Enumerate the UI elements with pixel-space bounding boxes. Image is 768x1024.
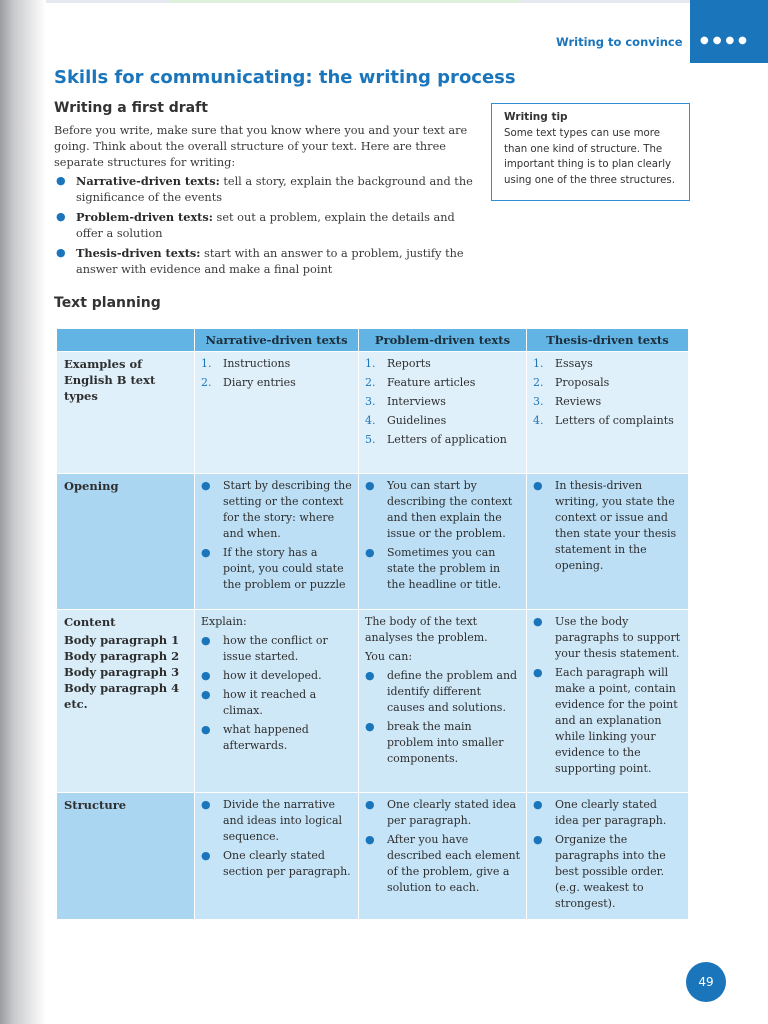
- list-item: ● After you have described each element of the problem, give a solution to each.: [365, 833, 521, 894]
- draft-intro: [54, 123, 474, 281]
- table-row-structure: [57, 793, 689, 920]
- bullet-icon: ●: [365, 833, 375, 846]
- bullet-icon: ●: [201, 479, 211, 492]
- list-item: ● what happened afterwards.: [201, 723, 309, 752]
- page-number-badge: 49: [686, 962, 726, 1002]
- content-problem-cell: [359, 610, 527, 793]
- row-label-content: [57, 610, 195, 793]
- sub-label: etc.: [64, 697, 88, 711]
- bullet-text: tell a story, explain the background and the significance of the events: [76, 175, 473, 204]
- list-item: ● You can start by describing the context and then explain the issue or the problem.: [365, 479, 513, 540]
- bullet-icon: ●: [533, 798, 543, 811]
- examples-narrative-cell: [195, 352, 359, 474]
- list-item: ● In thesis-driven writing, you state the context or issue and then state your thesis statement in the opening.: [533, 479, 677, 572]
- list-item: [54, 173, 474, 206]
- opening-narrative-cell: [195, 474, 359, 610]
- sub-label: Body paragraph 2: [64, 649, 180, 663]
- list-item: 2. Diary entries: [201, 376, 296, 389]
- bullet-term: Thesis-driven texts:: [76, 246, 201, 260]
- page-title: Skills for communicating: the writing process: [54, 67, 516, 88]
- book-spine-shadow: [0, 0, 46, 1024]
- list-item: 1. Reports: [365, 357, 431, 370]
- bullet-icon: ●: [201, 669, 211, 682]
- bullet-term: Problem-driven texts:: [76, 210, 213, 224]
- list-item: 4. Letters of complaints: [533, 414, 674, 427]
- row-label-opening: Opening: [57, 474, 195, 610]
- content-narrative-cell: [195, 610, 359, 793]
- running-header: Writing to convince: [556, 35, 683, 49]
- cell-intro: You can:: [365, 650, 413, 663]
- bullet-icon: ●: [201, 634, 211, 647]
- list-item: 4. Guidelines: [365, 414, 447, 427]
- examples-problem-list: [365, 356, 520, 448]
- structure-bullet-list: [54, 173, 474, 278]
- bullet-icon: ●: [533, 479, 543, 492]
- bullet-icon: ●: [201, 849, 211, 862]
- column-header-thesis: Thesis-driven texts: [527, 329, 689, 352]
- bullet-icon: ●: [365, 546, 375, 559]
- structure-problem-cell: [359, 793, 527, 920]
- list-item: [54, 245, 474, 278]
- list-item: ● how it reached a climax.: [201, 688, 317, 717]
- list-item: ● Start by describing the setting or the context for the story: where and when.: [201, 479, 352, 540]
- list-item: ● Divide the narrative and ideas into logical sequence.: [201, 798, 343, 843]
- list-item: ● One clearly stated section per paragraph.: [201, 849, 351, 878]
- cell-intro: Explain:: [201, 615, 247, 628]
- examples-thesis-list: [533, 356, 682, 429]
- content-label: Content: [64, 615, 116, 629]
- list-item: ● Sometimes you can state the problem in the headline or title.: [365, 546, 502, 591]
- bullet-icon: ●: [56, 210, 66, 223]
- bullet-icon: ●: [533, 615, 543, 628]
- list-item: ● Use the body paragraphs to support your thesis statement.: [533, 615, 681, 660]
- bullet-icon: ●: [201, 546, 211, 559]
- list-item: [54, 209, 474, 242]
- sub-label: Body paragraph 3: [64, 665, 180, 679]
- examples-problem-cell: [359, 352, 527, 474]
- list-item: 3. Interviews: [365, 395, 446, 408]
- bullet-icon: ●: [56, 246, 66, 259]
- list-item: ● One clearly stated idea per paragraph.: [365, 798, 517, 827]
- writing-tip-box: [491, 103, 690, 201]
- row-label-examples: Examples of English B text types: [57, 352, 195, 474]
- list-item: ● how the conflict or issue started.: [201, 634, 328, 663]
- content-sub-labels: [64, 632, 188, 712]
- sub-label: Body paragraph 1: [64, 633, 180, 647]
- list-item: ● If the story has a point, you could state the problem or puzzle: [201, 546, 346, 591]
- list-item: ● break the main problem into smaller components.: [365, 720, 504, 765]
- bullet-icon: ●: [56, 174, 66, 187]
- bullet-icon: ●: [201, 723, 211, 736]
- draft-heading: Writing a first draft: [54, 100, 208, 116]
- list-item: ● Each paragraph will make a point, contain evidence for the point and an explanation while linking your evidence to the supporting point.: [533, 666, 678, 775]
- list-item: 5. Letters of application: [365, 433, 507, 446]
- dots-icon: ●●●●: [700, 35, 751, 46]
- bullet-icon: ●: [365, 479, 375, 492]
- list-item: ● how it developed.: [201, 669, 322, 682]
- list-item: 2. Proposals: [533, 376, 610, 389]
- examples-narrative-list: [201, 356, 352, 391]
- list-item: 1. Essays: [533, 357, 593, 370]
- intro-paragraph: Before you write, make sure that you know where you and your text are going. Think about the overall structure of your text. Here are three separate structures for writing:: [54, 124, 468, 169]
- sub-label: Body paragraph 4: [64, 681, 180, 695]
- bullet-term: Narrative-driven texts:: [76, 174, 220, 188]
- list-item: ● Organize the paragraphs into the best possible order. (e.g. weakest to strongest).: [533, 833, 666, 910]
- row-label-structure: Structure: [57, 793, 195, 920]
- text-planning-table: [56, 328, 689, 920]
- structure-narrative-cell: [195, 793, 359, 920]
- bullet-text: start with an answer to a problem, justify the answer with evidence and make a final point: [76, 247, 464, 276]
- tip-body: Some text types can use more than one kind of structure. The important thing is to plan clearly using one of the three structures.: [504, 128, 675, 186]
- header-corner-cell: [57, 329, 195, 352]
- header-tab: [690, 0, 768, 63]
- bullet-icon: ●: [365, 720, 375, 733]
- column-header-problem: Problem-driven texts: [359, 329, 527, 352]
- list-item: 1. Instructions: [201, 357, 291, 370]
- list-item: ● One clearly stated idea per paragraph.: [533, 798, 667, 827]
- opening-thesis-cell: [527, 474, 689, 610]
- table-row-examples: [57, 352, 689, 474]
- opening-problem-cell: [359, 474, 527, 610]
- bullet-icon: ●: [201, 798, 211, 811]
- content-thesis-cell: [527, 610, 689, 793]
- bullet-icon: ●: [365, 798, 375, 811]
- examples-thesis-cell: [527, 352, 689, 474]
- list-item: 2. Feature articles: [365, 376, 476, 389]
- list-item: ● define the problem and identify different causes and solutions.: [365, 669, 518, 714]
- bullet-icon: ●: [365, 669, 375, 682]
- tip-title: Writing tip: [504, 111, 568, 123]
- structure-thesis-cell: [527, 793, 689, 920]
- top-edge-strip: [0, 0, 768, 3]
- bullet-text: set out a problem, explain the details and offer a solution: [76, 211, 455, 240]
- table-header-row: [57, 329, 689, 352]
- bullet-icon: ●: [533, 833, 543, 846]
- table-row-opening: [57, 474, 689, 610]
- planning-heading: Text planning: [54, 295, 161, 311]
- list-item: 3. Reviews: [533, 395, 602, 408]
- table-row-content: [57, 610, 689, 793]
- bullet-icon: ●: [533, 666, 543, 679]
- cell-intro: The body of the text analyses the problem.: [365, 615, 488, 644]
- bullet-icon: ●: [201, 688, 211, 701]
- column-header-narrative: Narrative-driven texts: [195, 329, 359, 352]
